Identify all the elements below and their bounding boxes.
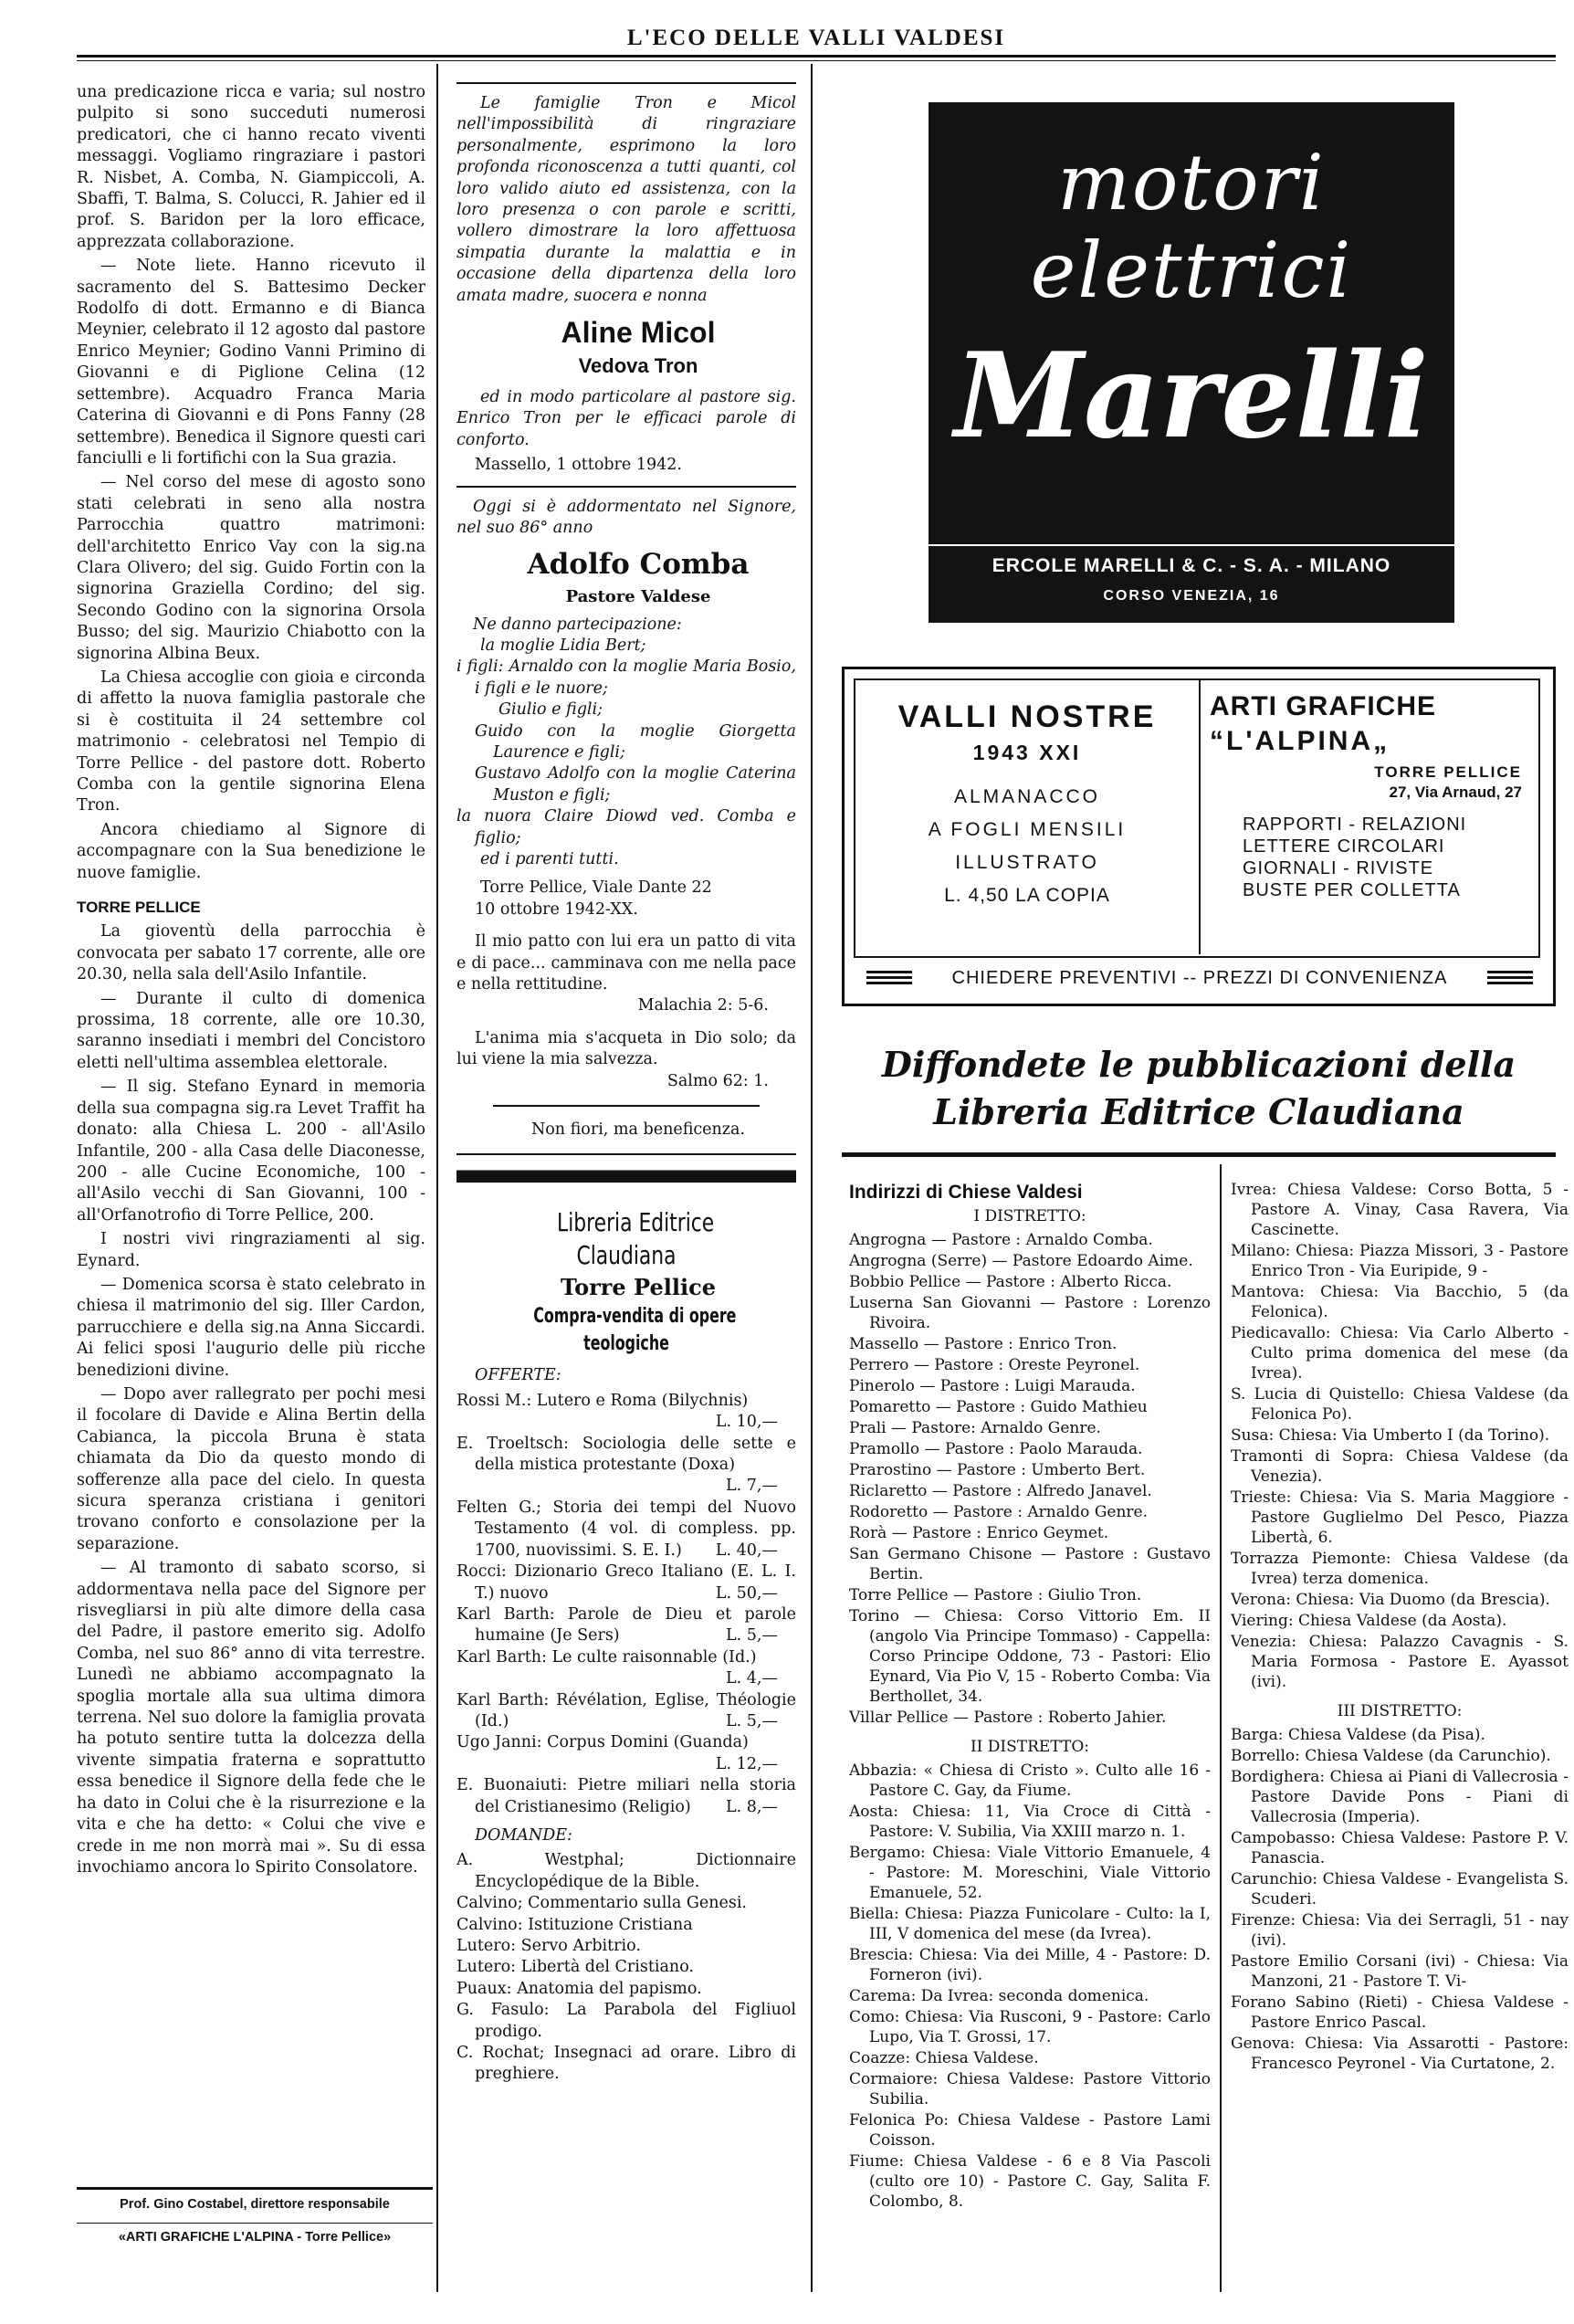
col1-paragraphs: [77, 82, 425, 884]
alpina-item: BUSTE PER COLLETTA: [1243, 880, 1461, 900]
alpina-title-2: “L'ALPINA„: [1210, 726, 1390, 756]
church-entry: Pomaretto — Pastore : Guido Mathieu: [849, 1398, 1148, 1416]
paragraph: — Il sig. Stefano Eynard in memoria della sua compagna sig.ra Levet Traffit ha donato: alla Chiesa L. 200 - all'Asilo Infantile, 200 - alla Casa delle Diaconesse, 200 - alle Cucine Economiche, 100 - all'Asilo vecchi di San Giovanni, 100 - all'Orfanotrofio di Torre Pellice, 200.: [77, 1078, 425, 1225]
church-addresses-left: [849, 1183, 1211, 2292]
church-entry: Ivrea: Chiesa Valdese: Corso Botta, 5 - Pastore A. Vinay, Casa Ravera, Via Cascinette.: [1231, 1181, 1569, 1239]
district-2-list: [849, 1761, 1211, 2212]
request-item: Lutero: Servo Arbitrio.: [456, 1937, 641, 1955]
rule: [456, 486, 796, 488]
church-entry: Rodoretto — Pastore : Arnaldo Genre.: [849, 1503, 1148, 1521]
alpina-city: TORRE PELLICE: [1374, 763, 1522, 781]
offer-item: [456, 1604, 796, 1647]
church-entry: Bobbio Pellice — Pastore : Alberto Ricca.: [849, 1273, 1172, 1291]
church-entry: Genova: Chiesa: Via Assarotti - Pastore: Francesco Peyronel - Via Curtatone, 2.: [1231, 2035, 1569, 2073]
church-entry: Biella: Chiesa: Piazza Funicolare - Culto: la I, III, V domenica del mese (da Ivrea).: [849, 1905, 1211, 1943]
comba-line: la nuora Claire Diowd ved. Comba e figlio;: [456, 807, 796, 847]
church-entry: Viering: Chiesa Valdese (da Aosta).: [1231, 1612, 1507, 1630]
valli-line-2: A FOGLI MENSILI: [928, 819, 1127, 840]
church-entry: Fiume: Chiesa Valdese - 6 e 8 Via Pascoli (culto ore 10) - Pastore C. Gay, Salita F. Colombo, 8.: [849, 2152, 1211, 2211]
masthead-rule: [77, 55, 1556, 61]
verse-2-ref: Salmo 62: 1.: [666, 1071, 769, 1090]
alpina-item: GIORNALI - RIVISTE: [1243, 858, 1434, 878]
marelli-divider: [929, 544, 1454, 546]
church-entry: Milano: Chiesa: Piazza Missori, 3 - Pastore Enrico Tron - Via Euripide, 9 -: [1231, 1242, 1569, 1280]
valli-price: L. 4,50 LA COPIA: [944, 885, 1110, 906]
paragraph: La Chiesa accoglie con gioia e circonda di affetto la nuova famiglia pastorale che si è costituita il 24 settembre col matrimonio - celebratosi nel Tempio di Torre Pellice - del pastore dott. Roberto Comba con la gentile signorina Elena Tron.: [77, 668, 425, 815]
church-entry: Borrello: Chiesa Valdese (da Carunchio).: [1231, 1747, 1551, 1765]
offer-price: L. 8,—: [726, 1797, 778, 1816]
church-entry: Torino — Chiesa: Corso Vittorio Em. II (angolo Via Principe Tommaso) - Cappella: Corso Principe Oddone, 73 - Pastori: Elio Eynard, Via Pio V, 15 - Roberto Comba: Via Berthollet, 34.: [849, 1607, 1211, 1706]
library-subtitle: Compra-vendita di opere teologiche: [533, 1305, 737, 1356]
valli-nostre-ad: [855, 697, 1199, 912]
alpina-ad: [1210, 689, 1535, 901]
church-entry: Bergamo: Chiesa: Viale Vittorio Emanuele, 4 - Pastore: M. Moreschini, Viale Vittorio Emanuele, 52.: [849, 1844, 1211, 1902]
offer-price: L. 10,—: [715, 1413, 778, 1432]
church-entry: Brescia: Chiesa: Via dei Mille, 4 - Pastore: D. Forneron (ivi).: [849, 1946, 1211, 1984]
imprint-rule: [77, 2187, 433, 2190]
offer-item: [456, 1647, 796, 1690]
paragraph: — Note liete. Hanno ricevuto il sacramento del S. Battesimo Decker Rodolfo di dott. Ermanno e di Bianca Meynier, celebrato il 12 agosto dal pastore Enrico Meynier; Godino Vanni Primino di Giovanni e di Piglione Celina (12 settembre). Acquadro Franca Maria Caterina di Giovanni e di Pons Fanny (28 settembre). Benedica il Signore questi cari fanciulli e li fortifichi con la Sua grazia.: [77, 257, 425, 468]
comba-title: Pastore Valdese: [565, 586, 711, 606]
paragraph: una predicazione ricca e varia; sul nostro pulpito si sono succeduti numerosi predicatori, che ci hanno recato viventi messaggi. Vogliamo ringraziare i pastori R. Nisbet, A. Comba, N. Giampiccoli, A. Sbaffi, T. Balma, S. Colucci, R. Jahier ed il prof. S. Baridon per la loro efficace, apprezzata collaborazione.: [77, 83, 425, 251]
offerte-label: OFFERTE:: [475, 1366, 561, 1385]
church-entry: Rorà — Pastore : Enrico Geymet.: [849, 1524, 1109, 1542]
alpina-item: LETTERE CIRCOLARI: [1243, 836, 1445, 857]
comba-family: [456, 615, 796, 871]
marelli-address: CORSO VENEZIA, 16: [1103, 588, 1280, 604]
verse-2: L'anima mia s'acqueta in Dio solo; da lui viene la mia salvezza.: [456, 1028, 796, 1069]
column-rule-1: [436, 64, 438, 2292]
church-entry: Prali — Pastore: Arnaldo Genre.: [849, 1419, 1101, 1437]
request-item: Lutero: Libertà del Cristiano.: [456, 1958, 694, 1977]
tron-name: Aline Micol: [561, 316, 716, 350]
decorative-lines-icon: [1487, 971, 1533, 985]
offer-item: [456, 1775, 796, 1818]
church-entry: Mantova: Chiesa: Via Bacchio, 5 (da Felonica).: [1231, 1283, 1569, 1321]
section-heading: TORRE PELLICE: [77, 899, 201, 917]
offer-price: L. 5,—: [726, 1626, 778, 1646]
tron-extra: ed in modo particolare al pastore sig. Enrico Tron per le efficaci parole di conforto.: [456, 388, 796, 449]
non-fiori: Non fiori, ma beneficenza.: [530, 1120, 746, 1140]
church-entry: Massello — Pastore : Enrico Tron.: [849, 1335, 1118, 1353]
column-rule-3: [1220, 1164, 1222, 2292]
church-entry: Bordighera: Chiesa ai Piani di Vallecrosia - Pastore Davide Pons - Piani di Vallecrosia (Imperia).: [1231, 1768, 1569, 1826]
church-entry: Prarostino — Pastore : Umberto Bert.: [849, 1461, 1146, 1479]
church-entry: Verona: Chiesa: Via Duomo (da Brescia).: [1231, 1591, 1550, 1609]
church-entry: Carema: Da Ivrea: seconda domenica.: [849, 1987, 1149, 2005]
paragraph: — Al tramonto di sabato scorso, si addormentava nella pace del Signore per risvegliarsi in più alte dimore della casa del Padre, il pastore emerito sig. Adolfo Comba, nel suo 86° anno di vita terrestre. Lunedì ne abbiamo accompagnato la spoglia mortale alla sua ultima dimora terrena. Nel suo dolore la famiglia provata ha potuto sentire tutta la dolcezza della vivente simpatia fraterna e soprattutto essa benedice il Signore della fede che le ha dato in Colui che è la risurrezione e la vita e che ha detto: « Colui che vive e crede in me non morrà mai ». Su di essa invochiamo ancora lo Spirito Consolatore.: [77, 1559, 425, 1877]
domande-list: [456, 1850, 796, 2085]
church-entry: Carunchio: Chiesa Valdese - Evangelista S. Scuderi.: [1231, 1870, 1569, 1909]
offer-item: [456, 1498, 796, 1562]
comba-line: Ne danno partecipazione:: [473, 615, 682, 634]
offer-text: Felten G.; Storia dei tempi del Nuovo Testamento (4 vol. di compless. pp. 1700, nuovissimi. S. E. I.): [456, 1498, 796, 1560]
rule: [456, 1153, 796, 1155]
offer-item: [456, 1391, 796, 1434]
claudiana-line-1: Diffondete le pubblicazioni della: [881, 1044, 1516, 1085]
rule: [456, 82, 796, 84]
library-city: Torre Pellice: [561, 1274, 716, 1301]
verse-1: Il mio patto con lui era un patto di vita e di pace... camminava con me nella pace e nella rettitudine.: [456, 932, 796, 994]
comba-line: i figli: Arnaldo con la moglie Maria Bosio, i figli e le nuore;: [456, 657, 796, 698]
church-entry: Torre Pellice — Pastore : Giulio Tron.: [849, 1586, 1142, 1604]
offerte-list: [456, 1391, 796, 1818]
tron-place-date: Massello, 1 ottobre 1942.: [475, 456, 682, 475]
paragraph: Ancora chiediamo al Signore di accompagnare con la Sua benedizione le nuove famiglie.: [77, 820, 425, 882]
comba-line: Guido con la moglie Giorgetta Laurence e figli;: [475, 721, 796, 762]
verse-1-ref: Malachia 2: 5-6.: [637, 996, 769, 1015]
church-entry: Aosta: Chiesa: 11, Via Croce di Città - Pastore: V. Subilia, Via XXIII marzo n. 1.: [849, 1803, 1211, 1841]
church-entry: Abbazia: « Chiesa di Cristo ». Culto alle 16 - Pastore C. Gay, da Fiume.: [849, 1761, 1211, 1800]
offer-price: L. 12,—: [715, 1754, 778, 1773]
offer-item: [456, 1434, 796, 1498]
comba-line: la moglie Lidia Bert;: [480, 636, 646, 655]
addresses-title: Indirizzi di Chiese Valdesi: [849, 1183, 1083, 1203]
church-entry: Pinerolo — Pastore : Luigi Marauda.: [849, 1377, 1136, 1395]
ad-footer-text: CHIEDERE PREVENTIVI -- PREZZI DI CONVENIENZA: [951, 967, 1448, 988]
offer-price: L. 5,—: [726, 1711, 778, 1730]
request-item: G. Fasulo: La Parabola del Figliuol prodigo.: [456, 2001, 796, 2041]
column-rule-2: [811, 64, 813, 2292]
alpina-item: RAPPORTI - RELAZIONI: [1243, 815, 1467, 835]
offer-price: L. 7,—: [726, 1477, 778, 1496]
church-entry: Firenze: Chiesa: Via dei Serragli, 51 - nay (ivi).: [1231, 1911, 1569, 1950]
district-heading: III DISTRETTO:: [1337, 1702, 1463, 1720]
comba-line: Gustavo Adolfo con la moglie Caterina Muston e figli;: [475, 764, 796, 804]
valli-alpina-advertisement: [842, 667, 1556, 1006]
church-entry: Piedicavallo: Chiesa: Via Carlo Alberto - Culto prima domenica del mese (da Ivrea).: [1231, 1324, 1569, 1383]
domande-label: DOMANDE:: [475, 1825, 572, 1845]
paragraph: I nostri vivi ringraziamenti al sig. Eynard.: [77, 1230, 425, 1270]
claudiana-line-2: Libreria Editrice Claudiana: [933, 1091, 1464, 1132]
offer-text: Rossi M.: Lutero e Roma (Bilychnis): [456, 1391, 749, 1410]
request-item: Puaux: Anatomia del papismo.: [456, 1979, 702, 1998]
church-entry: Pramollo — Pastore : Paolo Marauda.: [849, 1440, 1143, 1458]
church-entry: Luserna San Giovanni — Pastore : Lorenzo Rivoira.: [849, 1294, 1211, 1332]
church-entry: Angrogna — Pastore : Arnaldo Comba.: [849, 1231, 1153, 1249]
church-entry: Barga: Chiesa Valdese (da Pisa).: [1231, 1726, 1485, 1744]
paragraph: La gioventù della parrocchia è convocata per sabato 17 corrente, alle ore 20.30, nella sala dell'Asilo Infantile.: [77, 922, 425, 984]
offer-text: Rocci: Dizionario Greco Italiano (E. L. I. T.) nuovo: [456, 1562, 796, 1603]
valli-year: 1943 XXI: [972, 741, 1082, 764]
offer-item: [456, 1732, 796, 1775]
decorative-lines-icon: [866, 971, 912, 985]
district-heading: II DISTRETTO:: [970, 1738, 1090, 1756]
church-entry: Tramonti di Sopra: Chiesa Valdese (da Venezia).: [1231, 1447, 1569, 1486]
ad-footer: [866, 963, 1533, 993]
marelli-line-2: elettrici: [1030, 226, 1353, 315]
church-entry: Perrero — Pastore : Oreste Peyronel.: [849, 1356, 1140, 1374]
offer-price: L. 50,—: [715, 1583, 778, 1603]
masthead: L'ECO DELLE VALLI VALDESI: [626, 26, 1006, 50]
church-entry: Cormaiore: Chiesa Valdese: Pastore Vittorio Subilia.: [849, 2070, 1211, 2108]
offer-text: Ugo Janni: Corpus Domini (Guanda): [456, 1733, 749, 1752]
valli-line-1: ALMANACCO: [953, 786, 1101, 807]
district-2-continued: [1231, 1180, 1569, 1692]
church-entry: Venezia: Chiesa: Palazzo Cavagnis - S. Maria Formosa - Pastore E. Ayassot (ivi).: [1231, 1633, 1569, 1691]
rule: [493, 1105, 760, 1107]
church-entry: Campobasso: Chiesa Valdese: Pastore P. V. Panascia.: [1231, 1829, 1569, 1867]
marelli-line-1: motori: [1057, 138, 1326, 227]
comba-intro: Oggi si è addormentato nel Signore, nel suo 86° anno: [456, 497, 796, 538]
comba-name: Adolfo Comba: [527, 547, 750, 581]
offer-text: E. Buonaiuti: Pietre miliari nella storia del Cristianesimo (Religio): [456, 1776, 796, 1816]
claudiana-banner: [842, 1041, 1556, 1136]
thick-rule: [456, 1170, 796, 1183]
marelli-company: ERCOLE MARELLI & C. - S. A. - MILANO: [992, 555, 1391, 576]
church-entry: Como: Chiesa: Via Rusconi, 9 - Pastore: Carlo Lupo, Via T. Grossi, 17.: [849, 2008, 1211, 2046]
imprint-rule-2: [77, 2223, 433, 2224]
col1-paragraphs-2: [77, 921, 425, 1878]
comba-line: ed i parenti tutti.: [480, 849, 619, 868]
ad-divider: [1199, 678, 1201, 954]
district-1-list: [849, 1230, 1211, 1728]
library-title: Libreria Editrice Claudiana: [557, 1207, 715, 1271]
district-3-list: [1231, 1725, 1569, 2074]
church-addresses-right: [1231, 1180, 1569, 2292]
imprint-printer: «ARTI GRAFICHE L'ALPINA - Torre Pellice»: [118, 2230, 392, 2245]
column-1: [77, 82, 425, 2173]
offer-item: [456, 1690, 796, 1733]
tron-name-2: Vedova Tron: [578, 354, 698, 378]
church-entry: Pastore Emilio Corsani (ivi) - Chiesa: Via Manzoni, 21 - Pastore T. Vi-: [1231, 1952, 1569, 1991]
alpina-street: 27, Via Arnaud, 27: [1389, 783, 1522, 801]
paragraph: — Dopo aver rallegrato per pochi mesi il focolare di Davide e Alina Bertin della Cabianca, la piccola Bruna è stata chiamata da Dio da questo mondo di sofferenze alla pace del cielo. In questa sicura speranza cristiana i genitori trovano conforto e consolazione per la separazione.: [77, 1384, 425, 1553]
request-item: C. Rochat; Insegnaci ad orare. Libro di preghiere.: [456, 2044, 796, 2084]
church-entry: San Germano Chisone — Pastore : Gustavo Bertin.: [849, 1545, 1211, 1583]
request-item: Calvino: Istituzione Cristiana: [456, 1915, 693, 1934]
thick-rule: [842, 1152, 1556, 1157]
offer-text: Karl Barth: Le culte raisonnable (Id.): [456, 1647, 757, 1667]
offer-text: Karl Barth: Révélation, Eglise, Théologie (Id.): [456, 1690, 796, 1730]
tron-notice-text: Le famiglie Tron e Micol nell'impossibilità di ringraziare personalmente, esprimono la loro profonda riconoscenza a tutti quanti, col loro valido aiuto ed assistenza, con la loro presenza o con parole e scritti, vollero dimostrare la loro affettuosa simpatia durante la malattia e in occasione della dipartenza della loro amata madre, suocera e nonna: [456, 94, 796, 305]
request-item: A. Westphal; Dictionnaire Encyclopédique de la Bible.: [456, 1851, 796, 1891]
church-entry: Trieste: Chiesa: Via S. Maria Maggiore - Pastore Guglielmo Del Pesco, Piazza Libertà, 6.: [1231, 1488, 1569, 1547]
comba-place: Torre Pellice, Viale Dante 22: [480, 878, 712, 898]
paragraph: — Domenica scorsa è stato celebrato in chiesa il matrimonio del sig. Iller Cardon, parrucchiere e della sig.na Anna Siccardi. Ai felici sposi l'augurio delle più ricche benedizioni divine.: [77, 1275, 425, 1380]
offer-price: L. 4,—: [726, 1669, 778, 1688]
church-entry: Felonica Po: Chiesa Valdese - Pastore Lami Coisson.: [849, 2111, 1211, 2150]
valli-line-3: ILLUSTRATO: [955, 852, 1099, 873]
comba-line: Giulio e figli;: [498, 700, 603, 720]
church-entry: Coazze: Chiesa Valdese.: [849, 2049, 1039, 2067]
church-entry: Torrazza Piemonte: Chiesa Valdese (da Ivrea) terza domenica.: [1231, 1550, 1569, 1588]
comba-date: 10 ottobre 1942-XX.: [475, 899, 638, 919]
paragraph: — Nel corso del mese di agosto sono stati celebrati in seno alla nostra Parrocchia quattro matrimoni: dell'architetto Enrico Vay con la sig.na Clara Olivero; del sig. Guido Fortin con la signorina Graziella Cordino; del sig. Secondo Godino con la signorina Orsola Busso; del sig. Maurizio Chiabotto con la signorina Albina Beux.: [77, 473, 425, 663]
request-item: Calvino; Commentario sulla Genesi.: [456, 1894, 747, 1913]
marelli-brand: Marelli: [954, 328, 1429, 465]
church-entry: Susa: Chiesa: Via Umberto I (da Torino).: [1231, 1426, 1550, 1445]
offer-text: E. Troeltsch: Sociologia delle sette e della mistica protestante (Doxa): [456, 1434, 796, 1475]
offer-price: L. 40,—: [715, 1541, 778, 1560]
imprint-director: Prof. Gino Costabel, direttore responsabile: [120, 2197, 390, 2212]
district-heading: I DISTRETTO:: [973, 1207, 1086, 1225]
valli-title: VALLI NOSTRE: [897, 699, 1157, 734]
column-2: [456, 82, 796, 2292]
offer-text: Karl Barth: Parole de Dieu et parole humaine (Je Sers): [456, 1604, 796, 1646]
church-entry: Angrogna (Serre) — Pastore Edoardo Aime.: [849, 1252, 1193, 1270]
church-entry: Riclaretto — Pastore : Alfredo Janavel.: [849, 1482, 1152, 1500]
alpina-title-1: ARTI GRAFICHE: [1210, 691, 1436, 721]
church-entry: Villar Pellice — Pastore : Roberto Jahier.: [849, 1709, 1167, 1727]
church-entry: S. Lucia di Quistello: Chiesa Valdese (da Felonica Po).: [1231, 1385, 1569, 1424]
marelli-advertisement: [929, 102, 1454, 623]
offer-item: [456, 1562, 796, 1604]
paragraph: — Durante il culto di domenica prossima, 18 corrente, alle ore 10.30, saranno insediati i membri del Concistoro eletti nell'ultima assemblea elettorale.: [77, 989, 425, 1072]
church-entry: Forano Sabino (Rieti) - Chiesa Valdese - Pastore Enrico Pascal.: [1231, 1993, 1569, 2032]
